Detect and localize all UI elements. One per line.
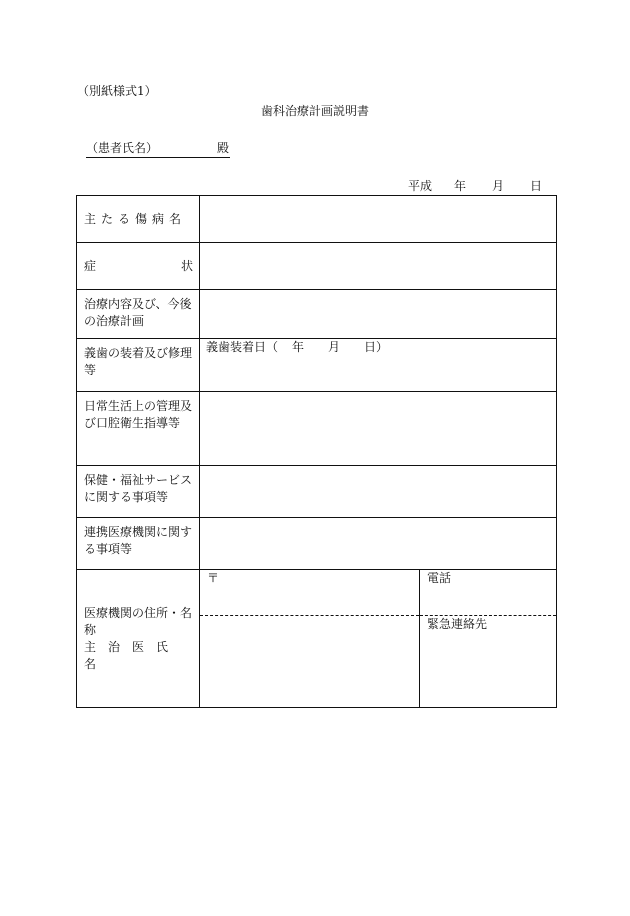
- welfare-label: 保健・福祉サービスに関する事項等: [77, 466, 200, 518]
- phone-label: 電話: [427, 571, 452, 585]
- symptom-label: [77, 243, 200, 290]
- denture-field[interactable]: [200, 339, 557, 392]
- institution-label: 医療機関の住所・名称: [84, 605, 193, 637]
- welfare-field[interactable]: [200, 466, 557, 518]
- patient-name-label: （患者氏名）: [86, 141, 159, 155]
- date-day: 日: [530, 179, 543, 193]
- patient-honorific: 殿: [217, 141, 230, 155]
- table-row: [77, 392, 557, 466]
- doctor-name-field[interactable]: [200, 616, 420, 708]
- symptom-field[interactable]: [200, 243, 557, 290]
- treatment-plan-field[interactable]: [200, 290, 557, 339]
- form-number: （別紙様式1）: [77, 84, 157, 98]
- date-era: 平成: [408, 179, 433, 193]
- denture-label: 義歯の装着及び修理等: [77, 339, 200, 392]
- table-row: [77, 243, 557, 290]
- date-year: 年: [454, 179, 467, 193]
- diagnosis-label: 主たる傷病名: [77, 196, 200, 243]
- symptom-label-a: 症: [84, 258, 97, 273]
- table-row: [77, 196, 557, 243]
- cooperation-label: 連携医療機関に関する事項等: [77, 518, 200, 570]
- denture-date-year: 年: [292, 340, 305, 354]
- postal-mark: 〒: [207, 571, 220, 585]
- emergency-contact-field[interactable]: [420, 616, 557, 708]
- table-row: [77, 339, 557, 392]
- symptom-label-b: 状: [180, 258, 193, 273]
- emergency-contact-label: 緊急連絡先: [427, 617, 488, 631]
- document-title: 歯科治療計画説明書: [260, 104, 369, 118]
- doctor-label: 主治医氏名: [84, 639, 181, 671]
- address-field[interactable]: [200, 570, 420, 616]
- contact-cell: [200, 570, 557, 708]
- denture-date: [200, 339, 556, 354]
- table-row: [77, 570, 557, 708]
- contact-grid: [200, 570, 556, 707]
- date-line: [408, 179, 542, 193]
- treatment-plan-table: [76, 195, 557, 708]
- table-row: [77, 290, 557, 339]
- table-row: [77, 518, 557, 570]
- denture-date-day: 日）: [364, 340, 389, 354]
- treatment-plan-label: 治療内容及び、今後の治療計画: [77, 290, 200, 339]
- table-row: [77, 466, 557, 518]
- denture-date-label: 義歯装着日（: [206, 340, 279, 354]
- phone-field[interactable]: [420, 570, 557, 616]
- institution-doctor-label: [77, 570, 200, 708]
- denture-date-month: 月: [328, 340, 341, 354]
- date-month: 月: [492, 179, 505, 193]
- cooperation-field[interactable]: [200, 518, 557, 570]
- diagnosis-field[interactable]: [200, 196, 557, 243]
- daily-care-label: 日常生活上の管理及び口腔衛生指導等: [77, 392, 200, 466]
- daily-care-field[interactable]: [200, 392, 557, 466]
